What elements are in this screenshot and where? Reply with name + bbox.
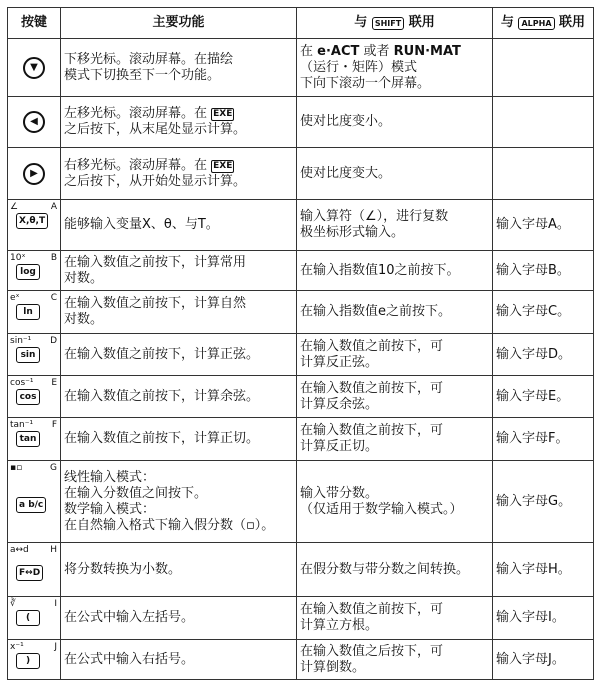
down-arrow-key-icon: ▼ — [23, 57, 45, 79]
log-key-icon: log — [16, 264, 40, 280]
key-cell: sin⁻¹ D sin — [8, 334, 61, 376]
main-function-cell: 在公式中输入右括号。 — [61, 640, 297, 680]
f-d-key-icon: F↔D — [16, 565, 43, 581]
header-main-function: 主要功能 — [61, 8, 297, 39]
main-function-cell: 下移光标。滚动屏幕。在描绘 模式下切换至下一个功能。 — [61, 39, 297, 97]
alpha-function-cell: 输入字母C。 — [493, 291, 594, 334]
shift-function-cell: 在输入数值之后按下，可 计算倒数。 — [297, 640, 493, 680]
alpha-function-cell: 输入字母G。 — [493, 461, 594, 543]
alpha-function-cell: 输入字母E。 — [493, 376, 594, 418]
key-function-table — [7, 7, 594, 680]
key-cell — [8, 148, 61, 200]
shift-function-cell: 使对比度变大。 — [297, 148, 493, 200]
tan-key-icon: tan — [16, 431, 40, 447]
shift-function-cell: 在输入数值之前按下，可 计算反正切。 — [297, 418, 493, 461]
cos-key-icon: cos — [16, 389, 40, 405]
main-function-cell: 在输入数值之前按下，计算余弦。 — [61, 376, 297, 418]
right-paren-key-icon: ) — [16, 653, 40, 669]
alpha-function-cell: 输入字母H。 — [493, 543, 594, 597]
key-cell: 10ˣ B log — [8, 251, 61, 291]
left-arrow-key-icon: ◀ — [23, 111, 45, 133]
table-row — [8, 200, 594, 251]
key-cell: ▪▫ G a b/c — [8, 461, 61, 543]
main-function-cell: 在输入数值之前按下，计算自然 对数。 — [61, 291, 297, 334]
shift-function-cell: 在输入数值之前按下，可 计算反正弦。 — [297, 334, 493, 376]
main-function-cell: 线性输入模式： 在输入分数值之间按下。 数学输入模式： 在自然输入格式下输入假分数（▫）。 — [61, 461, 297, 543]
main-function-cell: 在输入数值之前按下，计算常用 对数。 — [61, 251, 297, 291]
alpha-function-cell: 输入字母J。 — [493, 640, 594, 680]
main-function-cell: 在输入数值之前按下，计算正切。 — [61, 418, 297, 461]
alpha-function-cell: 输入字母A。 — [493, 200, 594, 251]
alpha-key-icon: ALPHA — [518, 17, 554, 30]
header-with-alpha: 与 ALPHA 联用 — [493, 8, 594, 39]
main-function-cell: 左移光标。滚动屏幕。在 EXE 之后按下，从末尾处显示计算。 — [61, 97, 297, 148]
shift-function-cell: 输入算符（∠），进行复数 极坐标形式输入。 — [297, 200, 493, 251]
key-cell: eˣ C ln — [8, 291, 61, 334]
key-cell: a↔d H F↔D — [8, 543, 61, 597]
main-function-cell: 右移光标。滚动屏幕。在 EXE 之后按下，从开始处显示计算。 — [61, 148, 297, 200]
left-paren-key-icon: ( — [16, 610, 40, 626]
exe-key-icon: EXE — [213, 160, 233, 171]
xthetat-key-icon: X,θ,T — [16, 213, 48, 229]
key-cell: ∠ A X,θ,T — [8, 200, 61, 251]
shift-function-cell: 在输入数值之前按下，可 计算立方根。 — [297, 597, 493, 640]
shift-function-cell: 在输入指数值10之前按下。 — [297, 251, 493, 291]
shift-function-cell: 在 e·ACT 或者 RUN·MAT （运行・矩阵）模式 下向下滚动一个屏幕。 — [297, 39, 493, 97]
table-row — [8, 640, 594, 680]
alpha-function-cell — [493, 97, 594, 148]
table-row — [8, 597, 594, 640]
shift-function-cell: 输入带分数。 （仅适用于数学输入模式。） — [297, 461, 493, 543]
main-function-cell: 能够输入变量X、θ、与T。 — [61, 200, 297, 251]
alpha-function-cell: 输入字母I。 — [493, 597, 594, 640]
key-cell — [8, 97, 61, 148]
table-row — [8, 461, 594, 543]
header-key: 按键 — [8, 8, 61, 39]
alpha-function-cell: 输入字母F。 — [493, 418, 594, 461]
table-row — [8, 543, 594, 597]
shift-function-cell: 在输入数值之前按下，可 计算反余弦。 — [297, 376, 493, 418]
exe-key-icon: EXE — [213, 109, 233, 119]
header-with-shift: 与 SHIFT 联用 — [297, 8, 493, 39]
table-row — [8, 251, 594, 291]
shift-function-cell: 在输入指数值e之前按下。 — [297, 291, 493, 334]
table-row — [8, 97, 594, 148]
main-function-cell: 将分数转换为小数。 — [61, 543, 297, 597]
key-cell: cos⁻¹ E cos — [8, 376, 61, 418]
alpha-function-cell: 输入字母B。 — [493, 251, 594, 291]
table-row — [8, 291, 594, 334]
shift-function-cell: 使对比度变小。 — [297, 97, 493, 148]
alpha-function-cell — [493, 39, 594, 97]
table-row — [8, 376, 594, 418]
right-arrow-key-icon: ▶ — [23, 163, 45, 185]
key-cell — [8, 39, 61, 97]
main-function-cell: 在公式中输入左括号。 — [61, 597, 297, 640]
table-row — [8, 334, 594, 376]
sin-key-icon: sin — [16, 347, 40, 363]
key-cell: x⁻¹ J ) — [8, 640, 61, 680]
shift-function-cell: 在假分数与带分数之间转换。 — [297, 543, 493, 597]
shift-key-icon: SHIFT — [372, 17, 404, 30]
angle-icon: ∠ — [10, 202, 19, 212]
key-cell: tan⁻¹ F tan — [8, 418, 61, 461]
fraction-key-icon: a b/c — [16, 497, 46, 513]
table-row — [8, 418, 594, 461]
key-cell: ∛ I ( — [8, 597, 61, 640]
alpha-function-cell: 输入字母D。 — [493, 334, 594, 376]
ln-key-icon: ln — [16, 304, 40, 320]
main-function-cell: 在输入数值之前按下，计算正弦。 — [61, 334, 297, 376]
table-row — [8, 148, 594, 200]
table-row — [8, 39, 594, 97]
mixed-fraction-icon: ▪▫ — [10, 463, 23, 473]
alpha-function-cell — [493, 148, 594, 200]
header-row — [8, 8, 594, 39]
